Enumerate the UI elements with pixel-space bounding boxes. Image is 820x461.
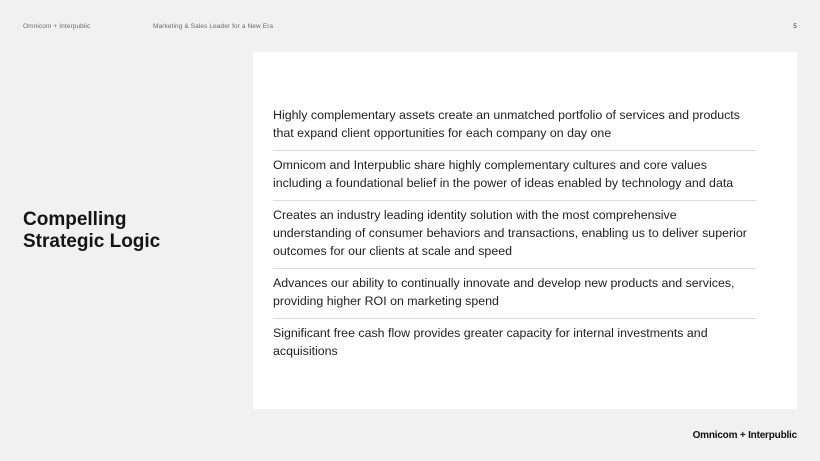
header-company-name: Omnicom + Interpublic (23, 23, 91, 30)
section-title-line-1: Compelling (23, 209, 127, 230)
strategic-point: Creates an industry leading identity solution with the most comprehensive understanding of consumer behaviors and transactions, enabling us to deliver superior outcomes for our clients at scale and speed (273, 201, 756, 269)
section-title-line-2: Strategic Logic (23, 231, 161, 252)
content-panel (253, 52, 797, 409)
page-number: 5 (793, 23, 797, 30)
header-subtitle: Marketing & Sales Leader for a New Era (153, 23, 274, 30)
strategic-point: Highly complementary assets create an unmatched portfolio of services and products that expand client opportunities for each company on day one (273, 106, 756, 151)
section-title (23, 209, 223, 253)
strategic-point: Advances our ability to continually innovate and develop new products and services, providing higher ROI on marketing spend (273, 269, 756, 319)
strategic-points-list (273, 106, 756, 368)
footer-logo: Omnicom + Interpublic (692, 430, 797, 441)
strategic-point: Omnicom and Interpublic share highly complementary cultures and core values including a foundational belief in the power of ideas enabled by technology and data (273, 151, 756, 201)
strategic-point: Significant free cash flow provides greater capacity for internal investments and acquisitions (273, 326, 708, 358)
